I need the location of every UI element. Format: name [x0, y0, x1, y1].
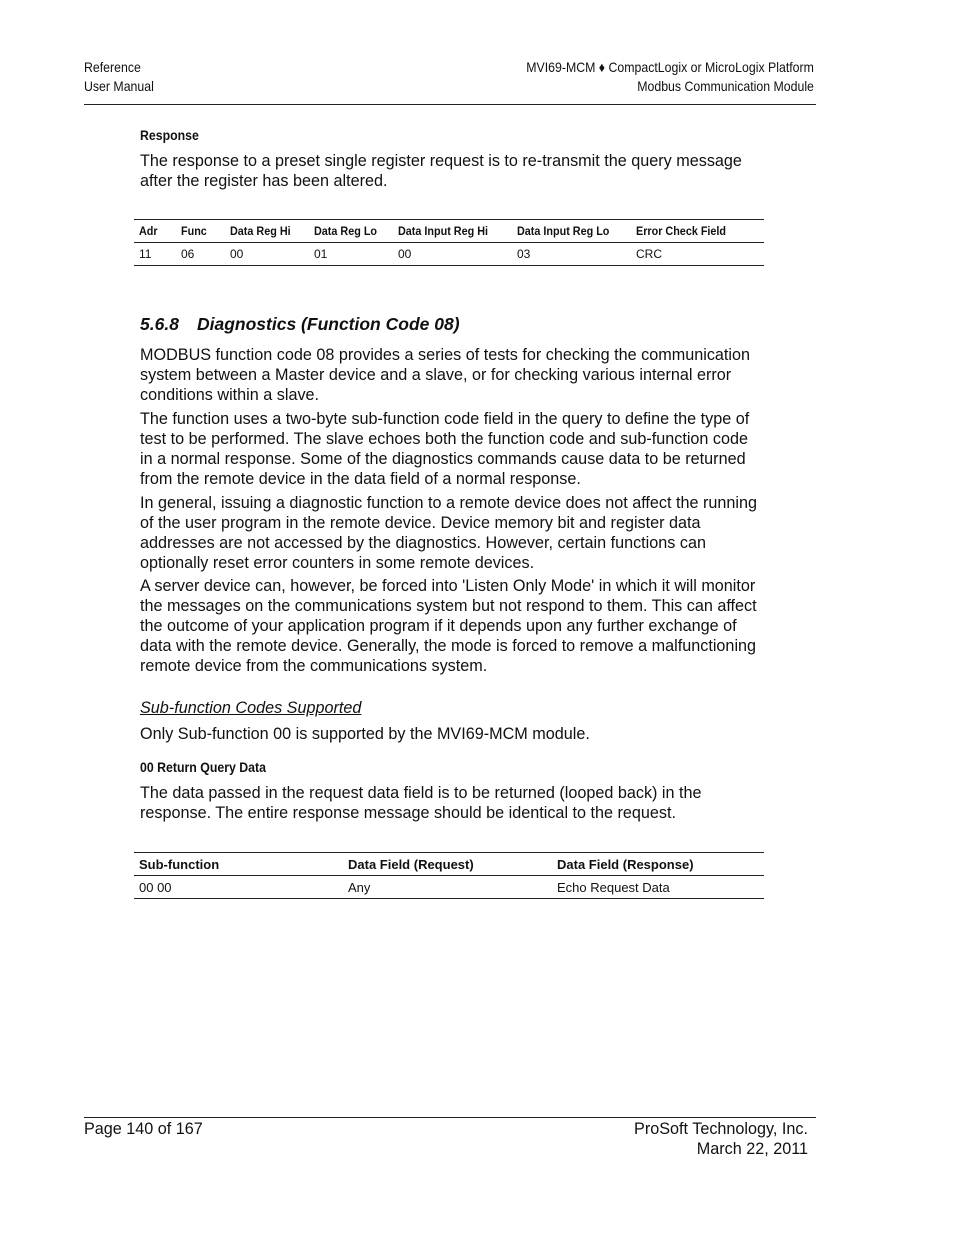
subfunction-heading: Sub-function Codes Supported [140, 699, 362, 717]
paragraph: MODBUS function code 08 provides a series of tests for checking the communication system between a Master device and a slave, or for checking various internal error conditions within a slave. [140, 346, 751, 404]
header-module: Modbus Communication Module [637, 78, 814, 94]
table-header-row [134, 220, 764, 243]
table-cell: 00 [225, 243, 309, 266]
table-cell: 00 [393, 243, 512, 266]
header-divider [84, 104, 816, 105]
table-header-cell: Error Check Field [631, 220, 764, 243]
table-header-cell: Func [176, 220, 225, 243]
table-header-cell: Data Reg Lo [309, 220, 393, 243]
table-header-cell: Data Input Reg Lo [512, 220, 631, 243]
table-cell: Any [343, 876, 552, 899]
page-number: Page 140 of 167 [84, 1120, 203, 1138]
subfunction-text: Only Sub-function 00 is supported by the MVI69-MCM module. [140, 725, 590, 743]
table-cell: 03 [512, 243, 631, 266]
footer-right [634, 1119, 808, 1159]
table-header-cell: Data Reg Hi [225, 220, 309, 243]
table-cell: 00 00 [134, 876, 343, 899]
table-cell: Echo Request Data [552, 876, 764, 899]
table-header-cell: Data Field (Response) [552, 853, 764, 876]
paragraph: A server device can, however, be forced into 'Listen Only Mode' in which it will monitor the messages on the communications system but not respond to them. This can affect the outcome of your application program if it depends upon any further exchange of data with the remote device. Generally, the mode is forced to remove a malfunctioning remote device from the communications system. [140, 577, 757, 675]
response-heading: Response [140, 127, 199, 143]
section-number: 5.6.8 [140, 314, 179, 334]
header-product: MVI69-MCM ♦ CompactLogix or MicroLogix Platform [526, 59, 814, 75]
table-header-row [134, 853, 764, 876]
footer-divider [84, 1117, 816, 1118]
table-cell: 06 [176, 243, 225, 266]
table-cell: 01 [309, 243, 393, 266]
table-row [134, 243, 764, 266]
return-query-text: The data passed in the request data field is to be returned (looped back) in the response. The entire response message should be identical to the request. [140, 784, 702, 822]
response-table [134, 219, 764, 266]
running-header-left [84, 58, 154, 96]
table-header-cell: Data Field (Request) [343, 853, 552, 876]
section-title-text: Diagnostics (Function Code 08) [197, 314, 460, 334]
response-text: The response to a preset single register request is to re-transmit the query message after the register has been altered. [140, 152, 742, 190]
table-cell: CRC [631, 243, 764, 266]
table-header-cell: Sub-function [134, 853, 343, 876]
table-header-cell: Data Input Reg Hi [393, 220, 512, 243]
publication-date: March 22, 2011 [696, 1140, 808, 1158]
table-header-cell: Adr [134, 220, 176, 243]
section-title [140, 314, 460, 335]
table-cell: 11 [134, 243, 176, 266]
table-row [134, 876, 764, 899]
header-manual: User Manual [84, 78, 154, 94]
paragraph: The function uses a two-byte sub-function code field in the query to define the type of test to be performed. The slave echoes both the function code and sub-function code in a normal response. Some of the diagnostics commands cause data to be returned from the remote device in the data field of a normal response. [140, 410, 750, 488]
header-chapter: Reference [84, 59, 141, 75]
company-name: ProSoft Technology, Inc. [634, 1120, 808, 1138]
running-header-right [526, 58, 814, 96]
subfunction-table [134, 852, 764, 899]
return-query-heading: 00 Return Query Data [140, 759, 266, 775]
paragraph: In general, issuing a diagnostic function to a remote device does not affect the running of the user program in the remote device. Device memory bit and register data addresses are not accessed by the diagnostics. However, certain functions can optionally reset error counters in some remote devices. [140, 494, 758, 572]
